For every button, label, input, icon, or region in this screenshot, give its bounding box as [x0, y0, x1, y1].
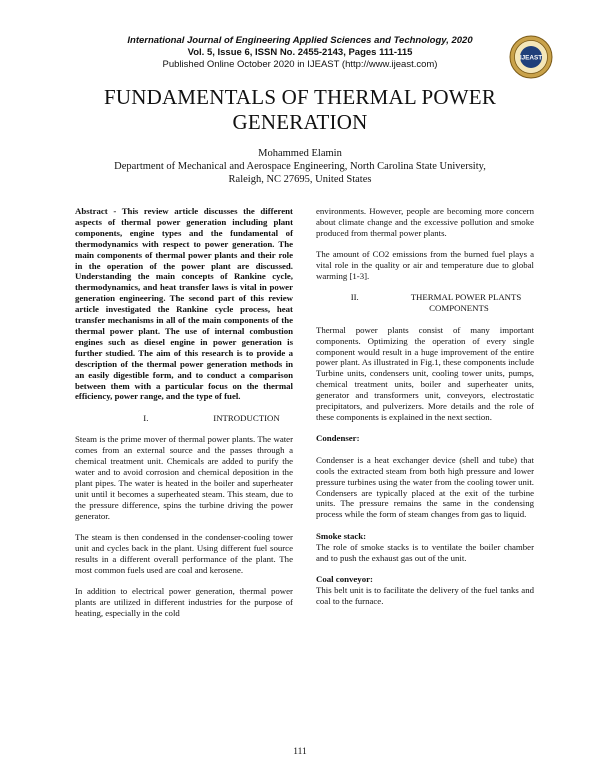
title-line-2: GENERATION [232, 110, 368, 134]
section-title-line-1: THERMAL POWER PLANTS [410, 292, 522, 303]
author-block [60, 147, 540, 186]
author-name: Mohammed Elamin [258, 148, 342, 159]
intro-paragraph-1: Steam is the prime mover of thermal power plants. The water comes from an external source and the passes through a chemical treatment unit. Chemicals are added to purify the water and to avoid corrosion and chemical deposition in the plant pipes. The water is heated in the boiler and superheater unit until it becomes a superheated steam. This steam, due to the pressure difference, spins the turbine driving the power generator. [75, 434, 293, 521]
intro-paragraph-3: In addition to electrical power generation, thermal power plants are utilized in different industries for the purpose of heating, especially in the cold [75, 586, 293, 618]
intro-paragraph-2: The steam is then condensed in the condenser-cooling tower unit and cycles back in the plant. Using different fuel source results in a different overall performance of the plant. The most common fuels used are coal and kerosene. [75, 531, 293, 575]
components-paragraph: Thermal power plants consist of many important components. Optimizing the operation of every single component would result in a huge improvement of the entire power plant. As illustrated in Fig.1, these components include Turbine units, condensers unit, cooling tower units, pumps, chemical treatment units, boiler and superheater units, generator and transformers unit, conveyors, electrostatic precipitators, and pulverizers. More details and the role of these components is explained in the next section. [316, 324, 534, 422]
ijeast-logo [509, 35, 553, 79]
left-column [75, 206, 293, 619]
right-column [316, 206, 534, 607]
intro-paragraph-3-continued: environments. However, people are becoming more concern about climate change and the excessive pollution and smoke produced from thermal power plants. [316, 206, 534, 238]
section-heading-introduction [75, 413, 293, 424]
section-heading-components [316, 292, 534, 314]
logo-text: IJEAST [519, 54, 543, 62]
section-title-line-2: COMPONENTS [429, 303, 489, 314]
volume-info: Vol. 5, Issue 6, ISSN No. 2455-2143, Pages 111-115 [187, 47, 413, 58]
title-line-1: FUNDAMENTALS OF THERMAL POWER [103, 85, 497, 109]
online-info: Published Online October 2020 in IJEAST (http://www.ijeast.com) [162, 59, 438, 70]
smoke-stack-paragraph: The role of smoke stacks is to ventilate the boiler chamber and to push the exhaust gas out of the unit. [316, 541, 534, 563]
affiliation-line-1: Department of Mechanical and Aerospace Engineering, North Carolina State University, [114, 161, 486, 172]
condenser-heading: Condenser: [316, 433, 360, 444]
condenser-paragraph: Condenser is a heat exchanger device (shell and tube) that cools the extracted steam from both high pressure and lower pressure turbines using the water from the cooling tower unit. Condensers are typically placed at the exit of the turbine units. The pressure remains the same in the condensing process while the form of steam changes from gas to liquid. [316, 454, 534, 520]
section-title: INTRODUCTION [213, 412, 280, 423]
page-number: 111 [293, 747, 307, 757]
journal-header [80, 35, 520, 71]
section-number: II. [350, 292, 359, 303]
smoke-stack-heading: Smoke stack: [316, 530, 367, 541]
section-number: I. [143, 412, 149, 423]
paper-title [40, 85, 560, 135]
coal-conveyor-paragraph: This belt unit is to facilitate the delivery of the fuel tanks and coal to the furnace. [316, 584, 534, 606]
co2-paragraph: The amount of CO2 emissions from the burned fuel plays a vital role in the quality or air and temperature due to global warming [1-3]. [316, 249, 534, 282]
affiliation-line-2: Raleigh, NC 27695, United States [228, 174, 372, 185]
journal-name: International Journal of Engineering Applied Sciences and Technology, 2020 [127, 35, 473, 46]
abstract: Abstract - This review article discusses the different aspects of thermal power generation including plant components, engine types and the fundamental of thermodynamics with respect to power generation. The main components of thermal power plants and their role in the operation of the power plant are discussed. Understanding the main concepts of Rankine cycle, thermodynamics, and heat transfer laws is vital in power generation engineering. The second part of this review article investigated the Rankine cycle process, heat transfer mechanisms in all of the main components of the thermal power plant. The use of internal combustion engines such as diesel engine in power generation is further studied. The aim of this research is to provide a description of the thermal power generation methods in an easily digestible form, and to conduct a comparison between them with a particular focus on the thermal efficiency, power range, and the type of fuel. [75, 206, 293, 402]
coal-conveyor-heading: Coal conveyor: [316, 573, 373, 584]
